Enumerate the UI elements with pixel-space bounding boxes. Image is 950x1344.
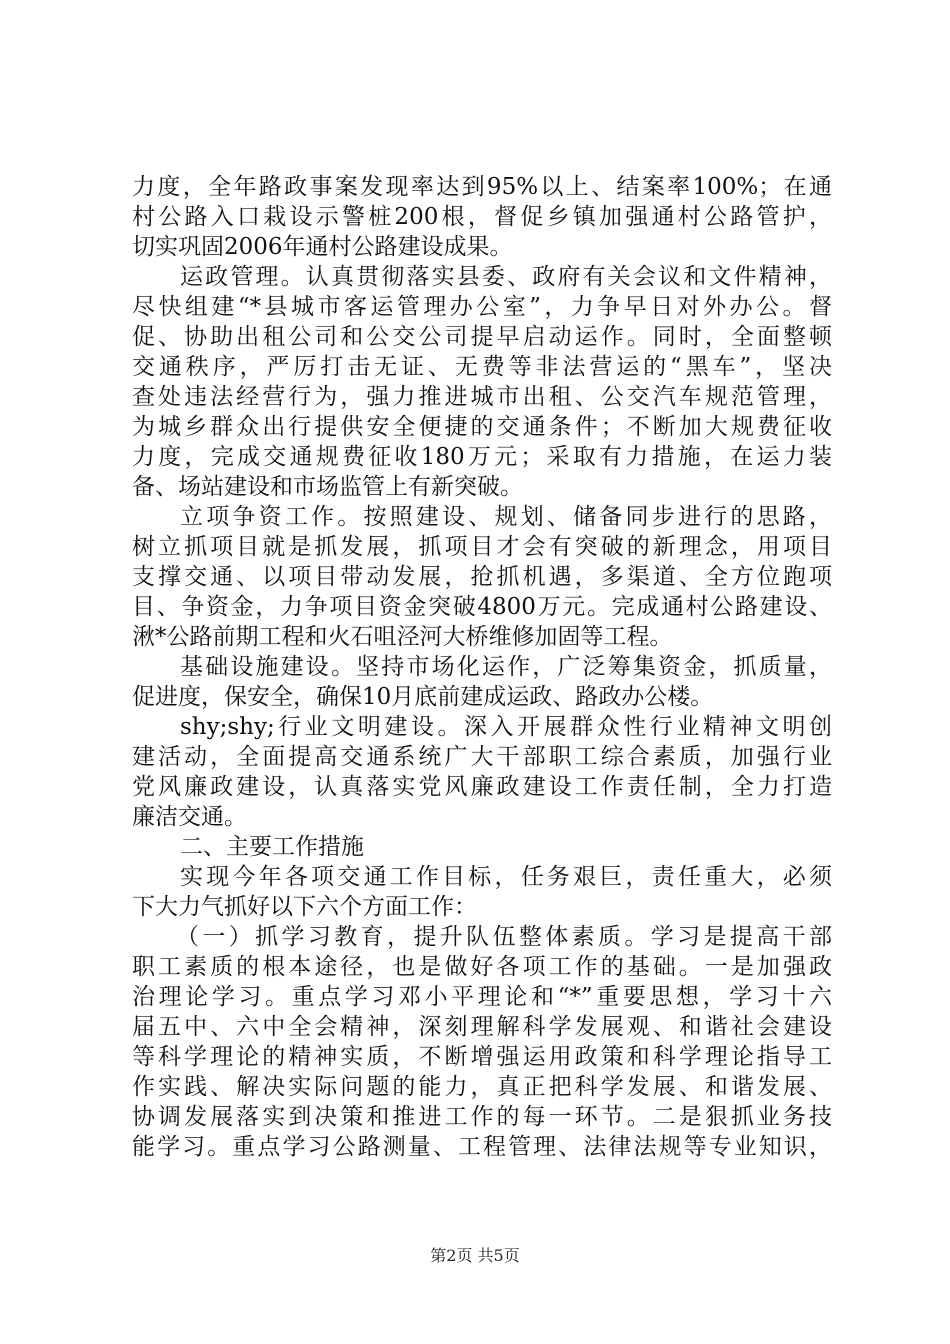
- text-line: 能学习。重点学习公路测量、工程管理、法律法规等专业知识，: [132, 1134, 832, 1160]
- text-line: 切实巩固2006年通村公路建设成果。: [132, 234, 513, 260]
- text-line: 下大力气抓好以下六个方面工作：: [132, 894, 477, 920]
- text-line: 建活动，全面提高交通系统广大干部职工综合素质，加强行业: [132, 744, 832, 770]
- text-line: （一）抓学习教育，提升队伍整体素质。学习是提高干部: [176, 924, 832, 950]
- text-line: 廉洁交通。: [132, 804, 247, 830]
- text-line: 湫*公路前期工程和火石咀泾河大桥维修加固等工程。: [132, 624, 673, 650]
- text-line: 治理论学习。重点学习邓小平理论和“*”重要思想，学习十六: [132, 984, 832, 1010]
- text-line: 力度，完成交通规费征收180万元；采取有力措施，在运力装: [132, 444, 832, 470]
- text-line: shy;shy;行业文明建设。深入开展群众性行业精神文明创: [180, 714, 832, 740]
- page-footer: 第2页 共5页: [430, 1246, 520, 1265]
- text-line: 备、场站建设和市场监管上有新突破。: [132, 474, 523, 500]
- text-line: 树立抓项目就是抓发展，抓项目才会有突破的新理念，用项目: [132, 534, 832, 560]
- text-line: 促、协助出租公司和公交公司提早启动运作。同时，全面整顿: [132, 324, 832, 350]
- text-line: 力度，全年路政事案发现率达到95%以上、结案率100%；在通: [132, 174, 832, 200]
- text-line: 职工素质的根本途径，也是做好各项工作的基础。一是加强政: [132, 954, 832, 980]
- text-line: 尽快组建“*县城市客运管理办公室”，力争早日对外办公。督: [132, 294, 832, 320]
- text-line: 届五中、六中全会精神，深刻理解科学发展观、和谐社会建设: [132, 1014, 832, 1040]
- text-line: 党风廉政建设，认真落实党风廉政建设工作责任制，全力打造: [132, 774, 832, 800]
- text-line: 等科学理论的精神实质，不断增强运用政策和科学理论指导工: [132, 1044, 832, 1070]
- text-line: 交通秩序，严厉打击无证、无费等非法营运的“黑车”，坚决: [132, 354, 832, 380]
- text-line: 促进度，保安全，确保10月底前建成运政、路政办公楼。: [132, 684, 714, 710]
- text-line: 为城乡群众出行提供安全便捷的交通条件；不断加大规费征收: [132, 414, 832, 440]
- text-line: 支撑交通、以项目带动发展，抢抓机遇，多渠道、全方位跑项: [132, 564, 832, 590]
- text-line: 目、争资金，力争项目资金突破4800万元。完成通村公路建设、: [132, 594, 832, 620]
- text-line: 实现今年各项交通工作目标，任务艰巨，责任重大，必须: [180, 864, 832, 890]
- text-line: 立项争资工作。按照建设、规划、储备同步进行的思路，: [180, 504, 832, 530]
- text-line: 村公路入口栽设示警桩200根，督促乡镇加强通村公路管护，: [132, 204, 832, 230]
- text-line: 查处违法经营行为，强力推进城市出租、公交汽车规范管理，: [132, 384, 832, 410]
- text-line: 运政管理。认真贯彻落实县委、政府有关会议和文件精神，: [180, 264, 832, 290]
- document-body: [132, 172, 832, 1162]
- text-line: 协调发展落实到决策和推进工作的每一环节。二是狠抓业务技: [132, 1104, 832, 1130]
- section-heading: 二、主要工作措施: [180, 834, 364, 860]
- text-line: 作实践、解决实际问题的能力，真正把科学发展、和谐发展、: [132, 1074, 832, 1100]
- text-line: 基础设施建设。坚持市场化运作，广泛筹集资金，抓质量，: [180, 654, 832, 680]
